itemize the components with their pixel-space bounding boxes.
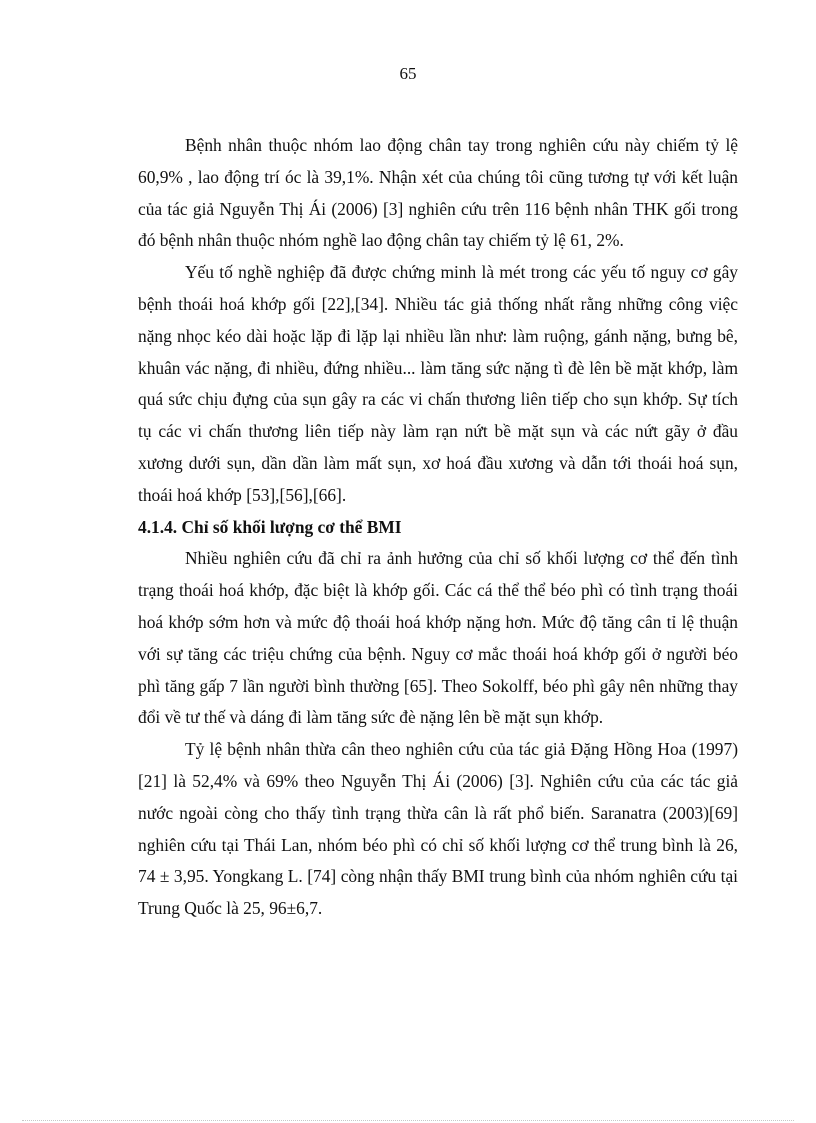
- paragraph-occupation-risk: Yếu tố nghề nghiệp đã được chứng minh là mét trong các yếu tố nguy cơ gây bệnh thoái hoá khớp gối [22],[34]. Nhiều tác giả thống nhất rằng những công việc nặng nhọc kéo dài hoặc lặp đi lặp lại nhiều lần như: làm ruộng, gánh nặng, bưng bê, khuân vác nặng, đi nhiều, đứng nhiều... làm tăng sức nặng tì đè lên bề mặt khớp, làm quá sức chịu đựng của sụn gây ra các vi chấn thương liên tiếp cho sụn khớp. Sự tích tụ các vi chấn thương liên tiếp này làm rạn nứt bề mặt sụn và các nứt gãy ở đầu xương dưới sụn, dần dần làm mất sụn, xơ hoá đầu xương và dẫn tới thoái hoá sụn, thoái hoá khớp [53],[56],[66].: [138, 262, 738, 505]
- document-body: [138, 130, 738, 925]
- section-heading-bmi: 4.1.4. Chỉ số khối lượng cơ thể BMI: [138, 516, 402, 537]
- paragraph-occupation-ratio: Bệnh nhân thuộc nhóm lao động chân tay trong nghiên cứu này chiếm tỷ lệ 60,9% , lao động trí óc là 39,1%. Nhận xét của chúng tôi cũng tương tự với kết luận của tác giả Nguyễn Thị Ái (2006) [3] nghiên cứu trên 116 bệnh nhân THK gối trong đó bệnh nhân thuộc nhóm nghề lao động chân tay chiếm tỷ lệ 61, 2%.: [138, 135, 738, 251]
- page-number: 65: [399, 64, 417, 83]
- paragraph-bmi-influence: Nhiều nghiên cứu đã chỉ ra ảnh hưởng của chỉ số khối lượng cơ thể đến tình trạng thoái hoá khớp, đặc biệt là khớp gối. Các cá thể thể béo phì có tình trạng thoái hoá khớp sớm hơn và mức độ thoái hoá khớp nặng hơn. Mức độ tăng cân tỉ lệ thuận với sự tăng các triệu chứng của bệnh. Nguy cơ mắc thoái hoá khớp gối ở người béo phì tăng gấp 7 lần người bình thường [65]. Theo Sokolff, béo phì gây nên những thay đổi về tư thế và dáng đi làm tăng sức đè nặng lên bề mặt sụn khớp.: [138, 548, 738, 728]
- paragraph-overweight-ratio: Tỷ lệ bệnh nhân thừa cân theo nghiên cứu của tác giả Đặng Hồng Hoa (1997) [21] là 52,4% và 69% theo Nguyễn Thị Ái (2006) [3]. Nghiên cứu của các tác giả nước ngoài còng cho thấy tình trạng thừa cân là rất phổ biến. Saranatra (2003)[69] nghiên cứu tại Thái Lan, nhóm béo phì có chỉ số khối lượng cơ thể trung bình là 26, 74 ± 3,95. Yongkang L. [74] còng nhận thấy BMI trung bình của nhóm nghiên cứu tại Trung Quốc là 25, 96±6,7.: [138, 739, 738, 919]
- footer-divider: [22, 1120, 794, 1121]
